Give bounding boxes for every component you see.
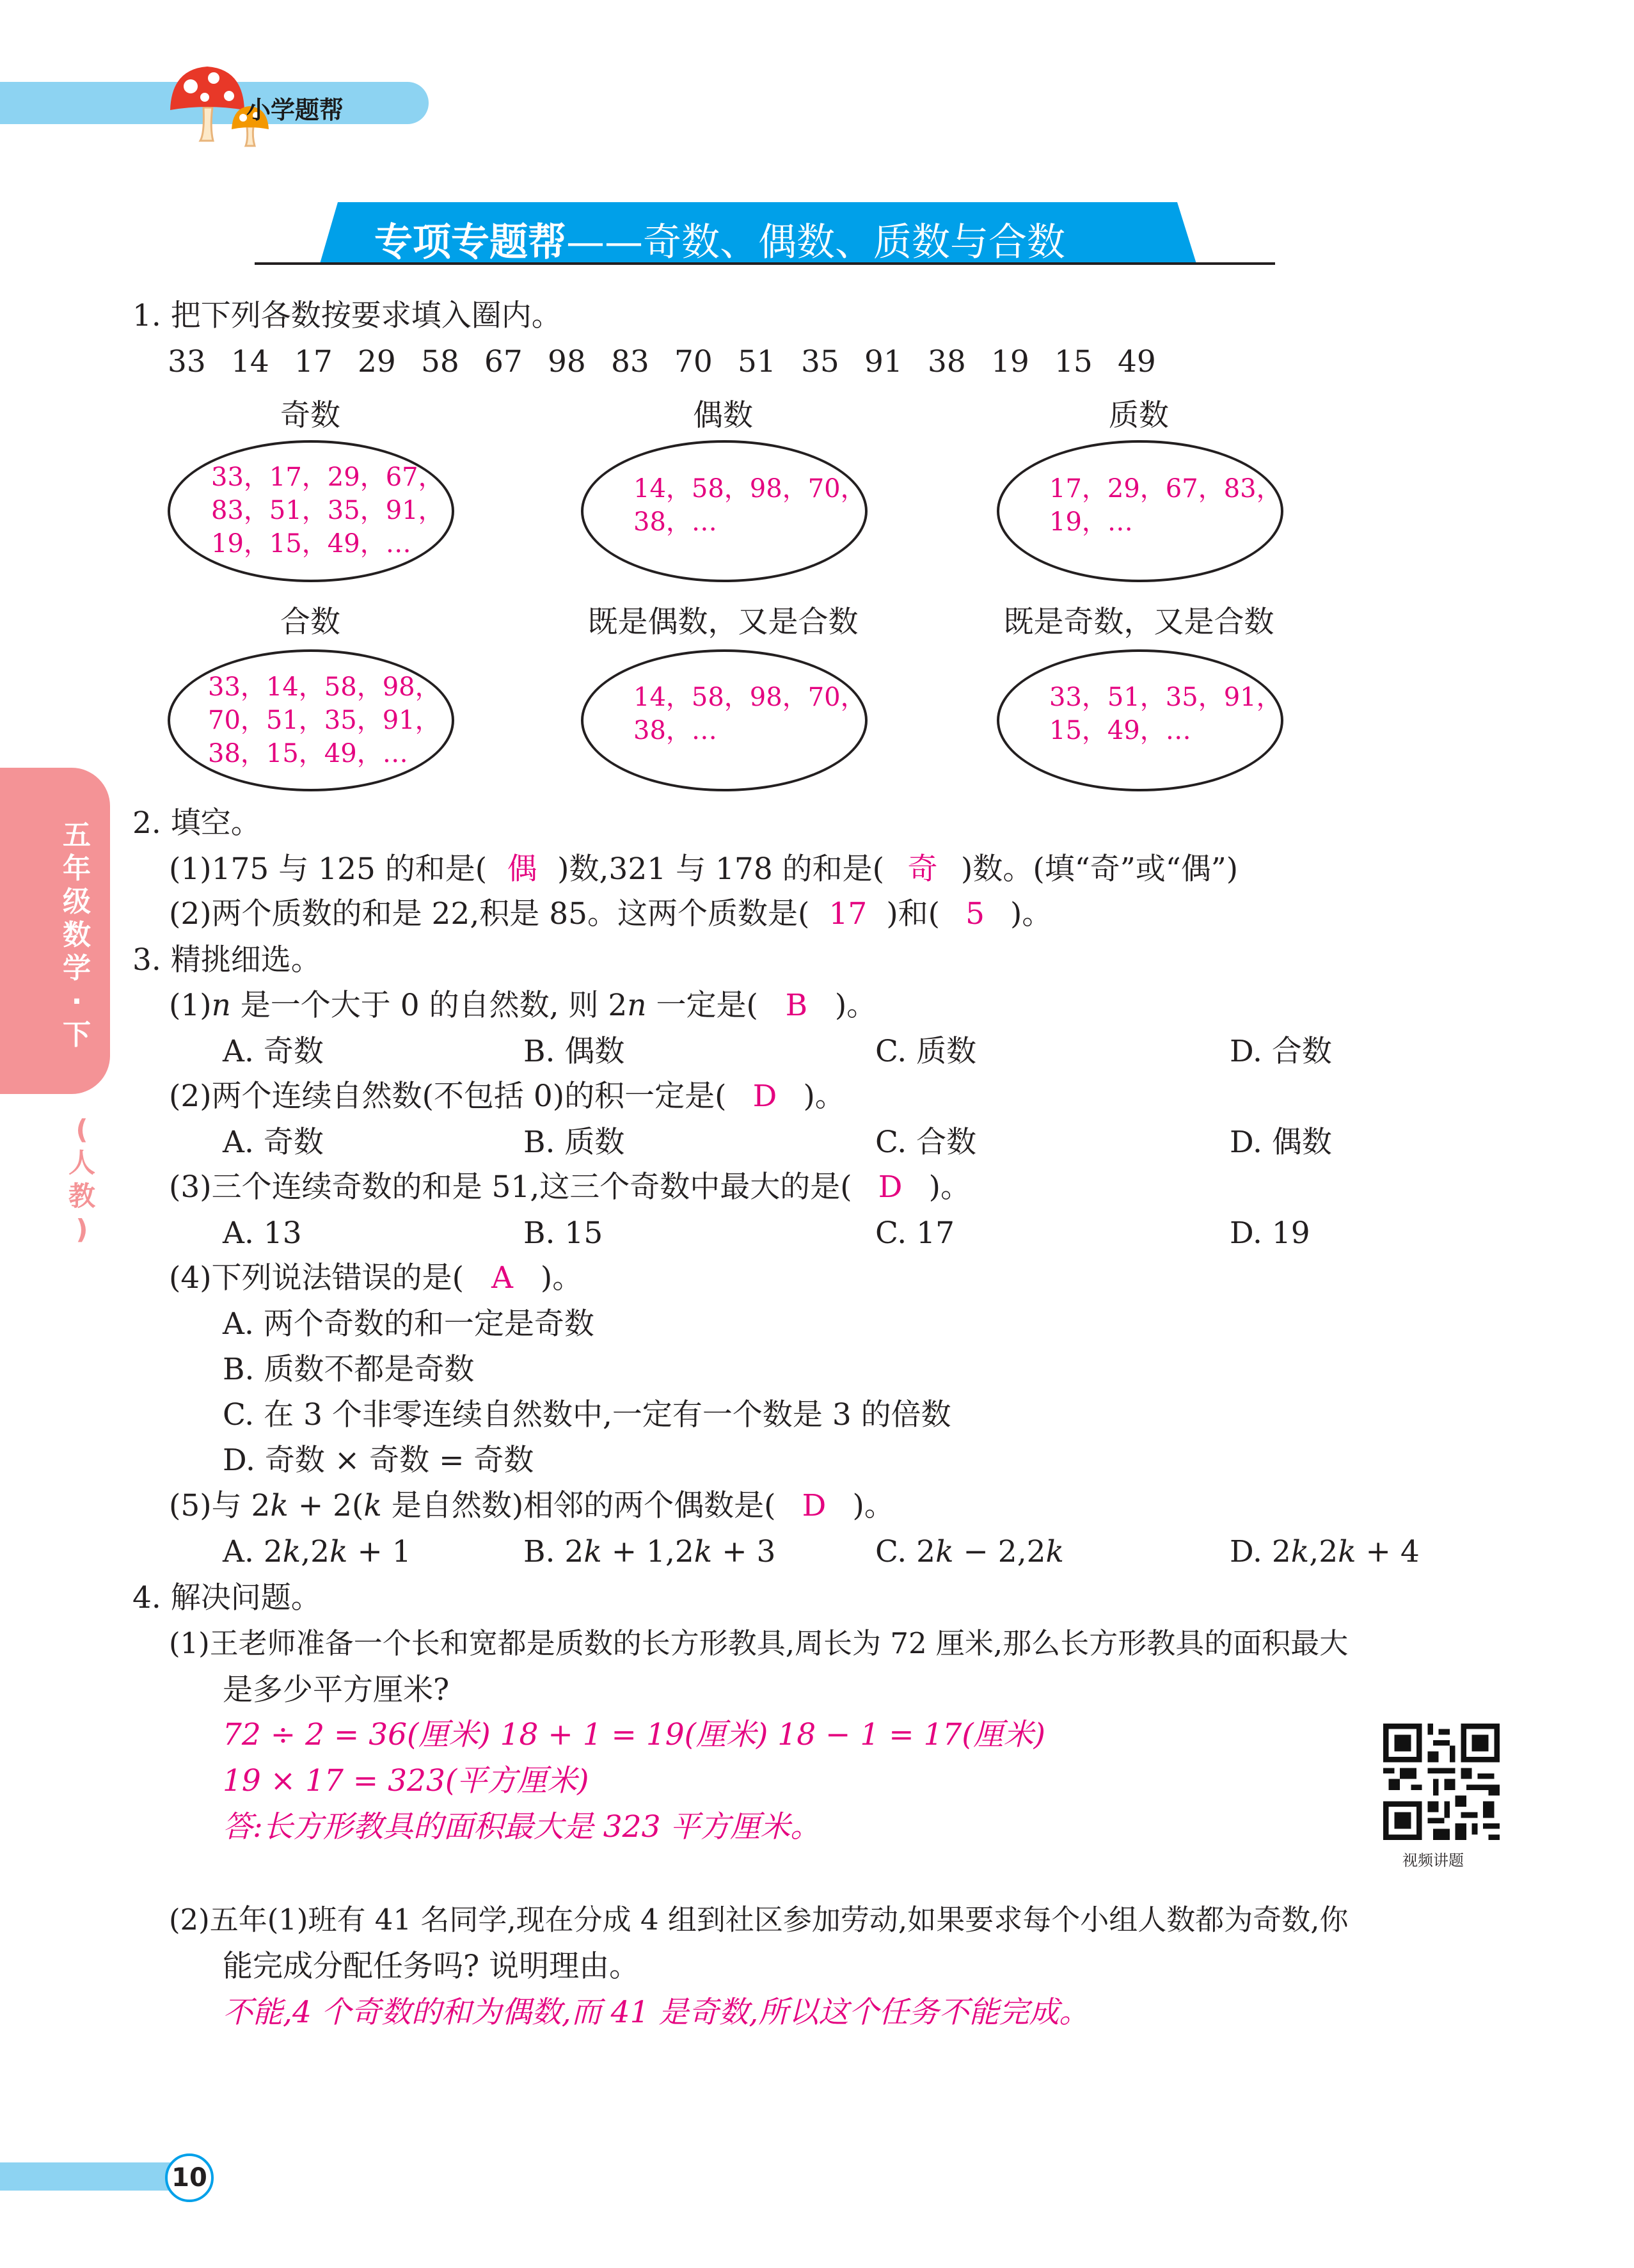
q3-p3 bbox=[169, 1170, 971, 1205]
q2-line1 bbox=[169, 852, 1239, 887]
option: C. 质数 bbox=[875, 1034, 977, 1069]
oval-answer: 14，58，98，70， 38，… bbox=[633, 474, 866, 537]
answer: 偶 bbox=[507, 852, 537, 887]
text: (1)175 与 125 的和是( bbox=[169, 852, 488, 887]
option: D. 合数 bbox=[1230, 1034, 1332, 1069]
number: 67 bbox=[484, 344, 523, 379]
number: 58 bbox=[421, 344, 459, 379]
answer: D bbox=[878, 1170, 903, 1205]
answer: 5 bbox=[965, 896, 985, 932]
q2-heading: 2. 填空。 bbox=[132, 805, 261, 841]
q2-line2 bbox=[169, 896, 1052, 932]
q4-p1-answer: 答:长方形教具的面积最大是 323 平方厘米。 bbox=[223, 1809, 821, 1844]
side-char: 五 bbox=[63, 819, 91, 852]
side-char: ) bbox=[75, 1214, 88, 1245]
side-tab-edition bbox=[64, 1113, 100, 1246]
number: 14 bbox=[231, 344, 269, 379]
side-char: 教 bbox=[68, 1180, 95, 1212]
text: )。 bbox=[834, 988, 877, 1023]
option: D. 19 bbox=[1230, 1216, 1310, 1251]
option: A. 奇数 bbox=[223, 1125, 324, 1160]
option: A. 2𝑘,2𝑘 + 1 bbox=[223, 1534, 411, 1569]
side-char: 数 bbox=[63, 919, 91, 951]
oval-answer: 33，51，35，91， 15，49，… bbox=[1049, 683, 1282, 745]
number: 83 bbox=[611, 344, 649, 379]
side-char: 人 bbox=[68, 1147, 95, 1178]
option: D. 2𝑘,2𝑘 + 4 bbox=[1230, 1534, 1420, 1569]
oval-answer: 17，29，67，83， 19，… bbox=[1049, 474, 1282, 537]
option: C. 17 bbox=[875, 1216, 955, 1251]
option: C. 合数 bbox=[875, 1125, 977, 1160]
answer: A bbox=[491, 1260, 513, 1296]
q3-p5 bbox=[169, 1488, 894, 1523]
option: C. 在 3 个非零连续自然数中,一定有一个数是 3 的倍数 bbox=[223, 1397, 951, 1432]
q1-numbers bbox=[168, 344, 1156, 379]
page-title bbox=[374, 212, 1065, 267]
side-char: 年 bbox=[63, 852, 91, 885]
number: 98 bbox=[548, 344, 586, 379]
q4-p2-line2: 能完成分配任务吗? 说明理由。 bbox=[223, 1949, 640, 1984]
number: 51 bbox=[738, 344, 776, 379]
footer-band bbox=[0, 2162, 192, 2191]
title-bold: 专项专题帮 bbox=[374, 220, 566, 265]
qr-caption: 视频讲题 bbox=[1402, 1852, 1464, 1869]
q4-p1-line1: (1)王老师准备一个长和宽都是质数的长方形教具,周长为 72 厘米,那么长方形教具的面积最大 bbox=[169, 1626, 1349, 1660]
q4-p1-answer: 19 × 17 = 323(平方厘米) bbox=[223, 1763, 589, 1798]
text: )。 bbox=[540, 1260, 583, 1296]
side-char: ( bbox=[75, 1114, 88, 1145]
option: B. 质数 bbox=[523, 1125, 625, 1160]
text: (4)下列说法错误的是( bbox=[169, 1260, 464, 1296]
text: (5)与 2𝑘 + 2(𝑘 是自然数)相邻的两个偶数是( bbox=[169, 1488, 776, 1523]
text: (2)两个连续自然数(不包括 0)的积一定是( bbox=[169, 1079, 727, 1114]
q4-p1-line2: 是多少平方厘米? bbox=[223, 1672, 450, 1708]
answer: D bbox=[752, 1079, 777, 1114]
text: )数。(填“奇”或“偶”) bbox=[961, 852, 1239, 887]
option: C. 2𝑘 − 2,2𝑘 bbox=[875, 1534, 1065, 1569]
text: )数,321 与 178 的和是( bbox=[557, 852, 885, 887]
group-caption: 既是奇数，又是合数 bbox=[1003, 605, 1274, 640]
option: A. 两个奇数的和一定是奇数 bbox=[223, 1306, 594, 1342]
text: )。 bbox=[803, 1079, 845, 1114]
group-caption: 奇数 bbox=[280, 398, 340, 433]
number: 33 bbox=[168, 344, 206, 379]
group-caption: 合数 bbox=[280, 605, 340, 640]
side-char: · bbox=[71, 985, 83, 1018]
number: 91 bbox=[864, 344, 903, 379]
side-char: 级 bbox=[63, 885, 91, 918]
option: B. 2𝑘 + 1,2𝑘 + 3 bbox=[523, 1534, 776, 1569]
side-char: 学 bbox=[63, 952, 91, 985]
q4-p2-answer: 不能,4 个奇数的和为偶数,而 41 是奇数,所以这个任务不能完成。 bbox=[223, 1995, 1090, 2030]
page-number: 10 bbox=[165, 2153, 214, 2202]
q3-p4 bbox=[169, 1260, 583, 1296]
number: 70 bbox=[674, 344, 713, 379]
q3-p2 bbox=[169, 1079, 845, 1114]
number: 38 bbox=[928, 344, 966, 379]
text: )。 bbox=[852, 1488, 894, 1523]
q4-p1-answer: 72 ÷ 2 = 36(厘米) 18 + 1 = 19(厘米) 18 − 1 = 17(厘米) bbox=[223, 1717, 1046, 1752]
text: )。 bbox=[1010, 896, 1052, 932]
number: 35 bbox=[801, 344, 839, 379]
number: 49 bbox=[1118, 344, 1156, 379]
group-caption: 质数 bbox=[1109, 398, 1169, 433]
text: )。 bbox=[928, 1170, 971, 1205]
q3-heading: 3. 精挑细选。 bbox=[132, 942, 321, 978]
number: 29 bbox=[358, 344, 396, 379]
q4-heading: 4. 解决问题。 bbox=[132, 1580, 321, 1615]
title-rest: ——奇数、偶数、质数与合数 bbox=[566, 220, 1065, 265]
q1-prompt: 1. 把下列各数按要求填入圈内。 bbox=[132, 298, 562, 333]
number: 17 bbox=[294, 344, 333, 379]
group-caption: 既是偶数，又是合数 bbox=[587, 605, 859, 640]
q4-p2-line1: (2)五年(1)班有 41 名同学,现在分成 4 组到社区参加劳动,如果要求每个小组人数都为奇数,你 bbox=[169, 1903, 1349, 1937]
option: A. 13 bbox=[223, 1216, 302, 1251]
number: 19 bbox=[991, 344, 1029, 379]
option: D. 奇数 × 奇数 = 奇数 bbox=[223, 1443, 534, 1478]
q3-p1 bbox=[169, 988, 877, 1023]
text: (1)𝑛 是一个大于 0 的自然数, 则 2𝑛 一定是( bbox=[169, 988, 758, 1023]
oval-answer: 14，58，98，70， 38，… bbox=[633, 683, 866, 745]
text: (2)两个质数的和是 22,积是 85。这两个质数是( bbox=[169, 896, 810, 932]
answer: 奇 bbox=[907, 852, 938, 887]
side-char: 下 bbox=[63, 1019, 91, 1051]
oval-answer: 33，14，58，98， 70，51，35，91， 38，15，49，… bbox=[208, 672, 441, 768]
option: D. 偶数 bbox=[1230, 1125, 1332, 1160]
group-caption: 偶数 bbox=[693, 398, 753, 433]
option: B. 15 bbox=[523, 1216, 603, 1251]
header-label: 小学题帮 bbox=[246, 96, 344, 124]
answer: 17 bbox=[829, 896, 868, 932]
side-tab-grade bbox=[59, 819, 95, 1052]
text: )和( bbox=[886, 896, 940, 932]
answer: D bbox=[802, 1488, 827, 1523]
option: A. 奇数 bbox=[223, 1034, 324, 1069]
text: (3)三个连续奇数的和是 51,这三个奇数中最大的是( bbox=[169, 1170, 852, 1205]
option: B. 偶数 bbox=[523, 1034, 625, 1069]
number: 15 bbox=[1054, 344, 1093, 379]
option: B. 质数不都是奇数 bbox=[223, 1352, 475, 1387]
qr-code-icon[interactable] bbox=[1383, 1724, 1500, 1840]
oval-answer: 33，17，29，67， 83，51，35，91， 19，15，49，… bbox=[211, 463, 444, 559]
answer: B bbox=[785, 988, 808, 1023]
